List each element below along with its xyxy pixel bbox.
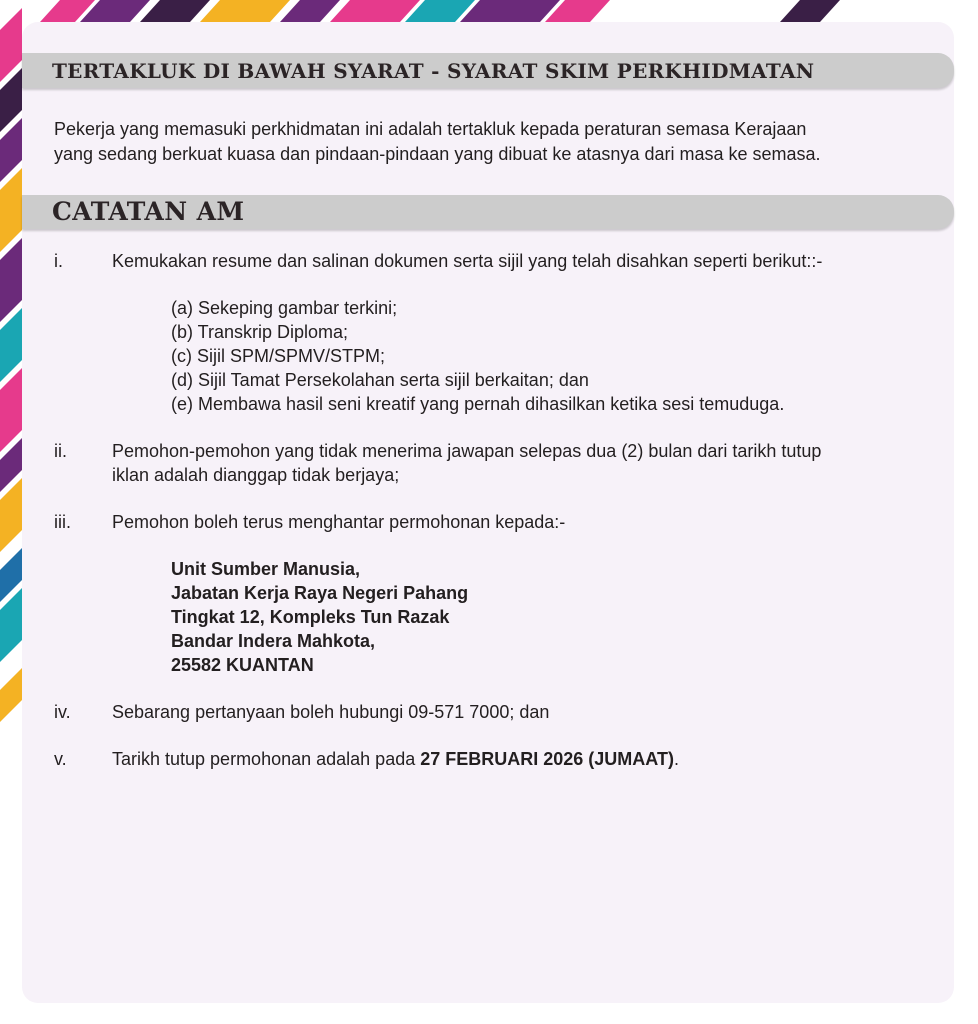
item-number: i. — [54, 251, 63, 271]
document-item: (b) Transkrip Diploma; — [171, 322, 349, 342]
closing-date: 27 FEBRUARI 2026 (JUMAAT) — [420, 749, 674, 769]
document-item: (a) Sekeping gambar terkini; — [171, 298, 398, 318]
item-text: Pemohon-pemohon yang tidak menerima jawapan selepas dua (2) bulan dari tarikh tutup — [112, 441, 822, 461]
document-item: (c) Sijil SPM/SPMV/STPM; — [171, 346, 386, 366]
intro-line: yang sedang berkuat kuasa dan pindaan-pindaan yang dibuat ke atasnya dari masa ke semasa. — [54, 144, 821, 164]
closing-date-prefix: Tarikh tutup permohonan adalah pada — [112, 749, 421, 769]
document-item: (d) Sijil Tamat Persekolahan serta sijil berkaitan; dan — [171, 370, 589, 390]
intro-paragraph — [54, 117, 934, 167]
address-line: 25582 KUANTAN — [171, 655, 314, 675]
closing-date-text — [112, 747, 679, 771]
address-line: Jabatan Kerja Raya Negeri Pahang — [171, 583, 469, 603]
item-text: Pemohon boleh terus menghantar permohonan kepada:- — [112, 512, 566, 532]
intro-line: Pekerja yang memasuki perkhidmatan ini adalah tertakluk kepada peraturan semasa Kerajaan — [54, 119, 807, 139]
section-title-terms: TERTAKLUK DI BAWAH SYARAT - SYARAT SKIM PERKHIDMATAN — [52, 59, 815, 83]
section-title-notes: CATATAN AM — [52, 197, 245, 226]
item-text: Sebarang pertanyaan boleh hubungi 09-571 7000; dan — [112, 702, 550, 722]
address-line: Tingkat 12, Kompleks Tun Razak — [171, 607, 450, 627]
document-item: (e) Membawa hasil seni kreatif yang pernah dihasilkan ketika sesi temuduga. — [171, 394, 785, 414]
item-number: iii. — [54, 512, 71, 532]
address-line: Unit Sumber Manusia, — [171, 559, 361, 579]
item-text: iklan adalah dianggap tidak berjaya; — [112, 465, 400, 485]
item-number: iv. — [54, 702, 71, 722]
closing-date-suffix: . — [673, 749, 679, 769]
item-number: ii. — [54, 441, 67, 461]
item-text: Kemukakan resume dan salinan dokumen serta sijil yang telah disahkan seperti berikut::- — [112, 251, 823, 271]
item-number: v. — [54, 749, 67, 769]
address-line: Bandar Indera Mahkota, — [171, 631, 376, 651]
